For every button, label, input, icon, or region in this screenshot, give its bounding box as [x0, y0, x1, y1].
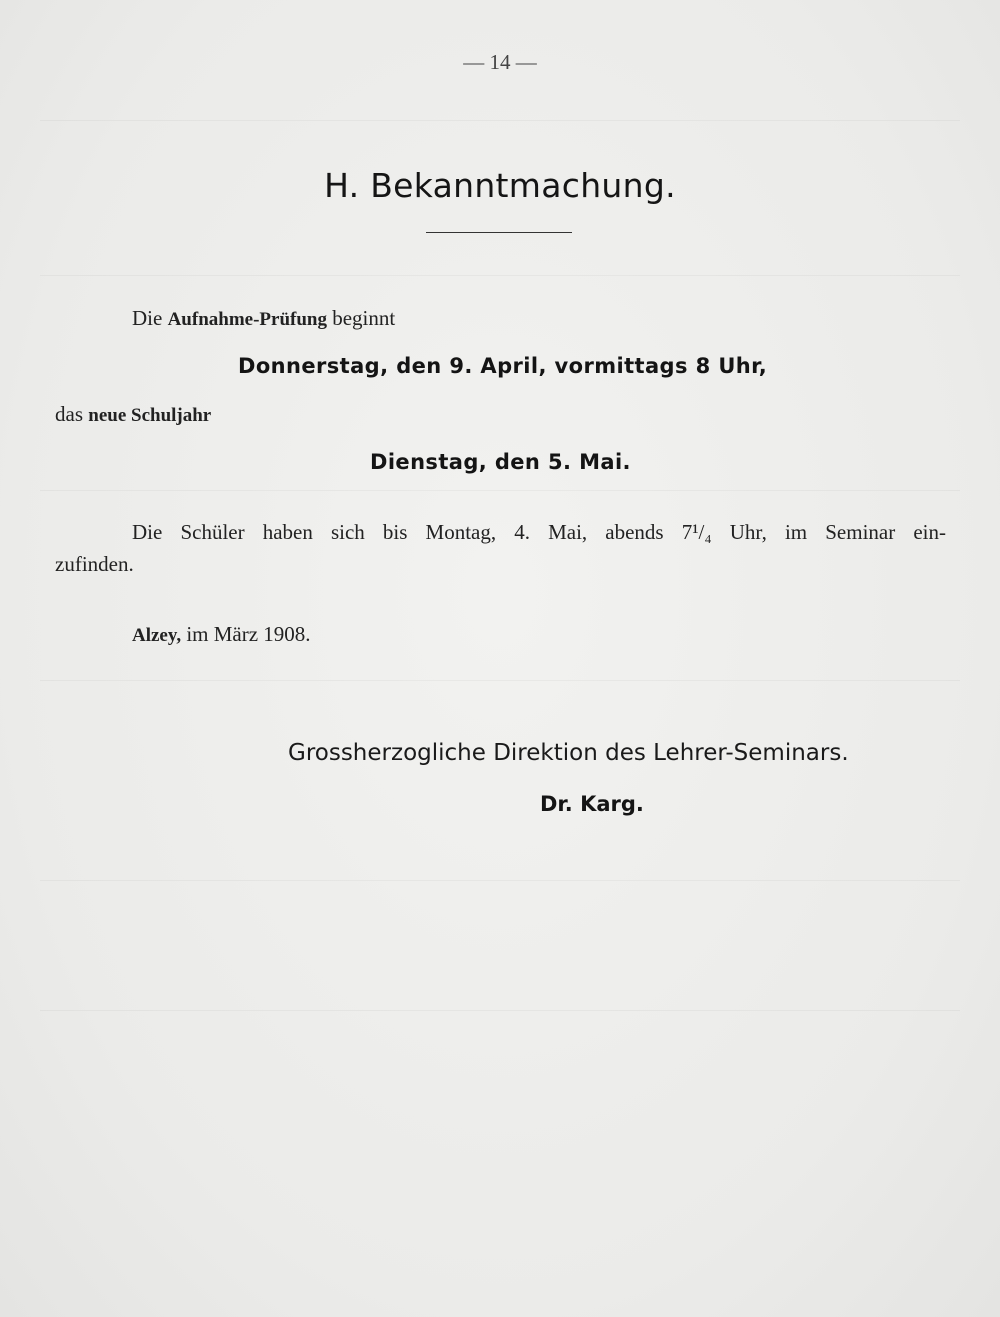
exam-intro-suffix: beginnt	[332, 306, 396, 330]
arrival-word: 7¹/₄	[681, 520, 712, 544]
arrival-word: Schüler	[180, 520, 245, 544]
arrival-word: ein-	[913, 520, 946, 544]
place-name: Alzey,	[132, 625, 182, 646]
school-year-bold: neue Schuljahr	[88, 405, 212, 426]
signature-organization: Grossherzogliche Direktion des Lehrer-Seminars.	[288, 740, 849, 766]
school-year-date: Dienstag, den 5. Mai.	[370, 450, 631, 474]
arrival-word: haben	[262, 520, 313, 544]
page-number: — 14 —	[463, 50, 537, 74]
exam-date: Donnerstag, den 9. April, vormittags 8 Uhr,	[238, 354, 768, 378]
arrival-word: Uhr,	[729, 520, 767, 544]
arrival-word: abends	[605, 520, 664, 544]
school-year-intro-line	[55, 402, 211, 427]
exam-intro-line	[132, 306, 395, 331]
page-title: H. Bekanntmachung.	[324, 166, 676, 205]
arrival-word: bis	[382, 520, 408, 544]
place-date-line	[132, 622, 311, 647]
arrival-word: Montag,	[425, 520, 497, 544]
arrival-line-continuation: zufinden.	[55, 552, 134, 576]
exam-intro-prefix: Die	[132, 306, 163, 330]
title-rule	[426, 232, 572, 233]
school-year-prefix: das	[55, 402, 83, 426]
exam-intro-bold: Aufnahme-Prüfung	[167, 309, 327, 330]
arrival-word: Die	[132, 520, 163, 544]
date-text: im März 1908.	[186, 622, 311, 646]
arrival-word: Mai,	[548, 520, 588, 544]
arrival-word: 4.	[514, 520, 530, 544]
arrival-word: im	[784, 520, 808, 544]
signature-name: Dr. Karg.	[540, 792, 644, 816]
arrival-word: Seminar	[825, 520, 896, 544]
arrival-line	[132, 520, 946, 545]
arrival-word: sich	[330, 520, 365, 544]
